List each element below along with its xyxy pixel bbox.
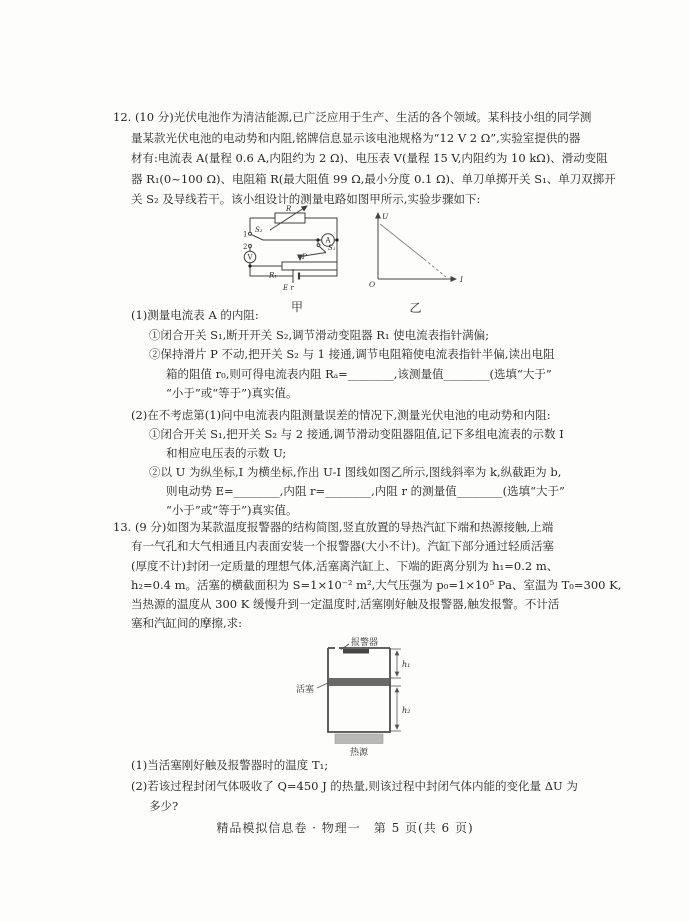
- heat-source: [335, 734, 383, 744]
- alarm-label: 报警器: [351, 638, 379, 648]
- text-line: 13. (9 分)如图为某款温度报警器的结构简图,竖直放置的导热汽缸下端和热源接触,上端: [113, 520, 554, 534]
- ui-graph-figure: [358, 203, 473, 315]
- text-line: ①闭合开关 S₁,把开关 S₂ 与 2 接通,调节滑动变阻器阻值,记下多组电流表的示数 I: [149, 427, 564, 441]
- text-line: 当热源的温度从 300 K 缓慢升到一定温度时,活塞刚好触及报警器,触发报警。不计活: [131, 597, 560, 612]
- data-line-solid: [380, 224, 424, 259]
- text-line: 多少?: [149, 799, 179, 814]
- switch-s1-lever: [320, 247, 326, 253]
- question-12-part1: [113, 306, 625, 404]
- resistance-box: [275, 213, 305, 223]
- text-line: h₂=0.4 m。活塞的横截面积为 S=1×10⁻² m²,大气压强为 p₀=1×10⁵ Pa、室温为 T₀=300 K,: [131, 577, 622, 592]
- text-line: ②保持滑片 P 不动,把开关 S₂ 与 1 接通,调节电阻箱使电流表指针半偏,读出电阻: [149, 347, 555, 362]
- resistor-label: R: [286, 205, 292, 213]
- cylinder-walls: [328, 648, 390, 732]
- battery-label: E r: [283, 284, 294, 292]
- text-line: 有一气孔和大气相通且内表面安装一个报警器(大小不计)。汽缸下部分通过轻质活塞: [131, 539, 554, 554]
- heat-source-label: 热源: [350, 748, 369, 758]
- question-12-intro: [113, 107, 625, 210]
- question-13-subquestions: [113, 755, 625, 817]
- data-line-dashed: [424, 259, 446, 277]
- text-line: 材有:电流表 A(量程 0.6 A,内阻约为 2 Ω)、电压表 V(量程 15 V,内阻约为 10 kΩ)、滑动变阻: [131, 151, 608, 166]
- switch-s2-contact-1: [249, 232, 252, 235]
- switch-s2-lever: [251, 235, 263, 240]
- text-line: (1)当活塞刚好触及报警器时的温度 T₁;: [131, 758, 329, 772]
- piston: [329, 678, 389, 686]
- switch-s1-label: S₁: [328, 244, 336, 252]
- switch-s2-contact-2: [249, 245, 252, 248]
- x-axis-label: I: [460, 275, 463, 284]
- origin-label: O: [369, 280, 376, 289]
- text-line: 则电动势 E=________,内阻 r=________,内阻 r 的测量值________(选填“大于”: [166, 484, 565, 498]
- text-line: 塞和汽缸间的摩擦,求:: [131, 616, 243, 631]
- text-line: (2)若该过程封闭气体吸收了 Q=450 J 的热量,则该过程中封闭气体内能的变化量 ΔU 为: [131, 778, 578, 793]
- slider-p-label: P: [302, 253, 307, 261]
- cylinder-diagram-figure: [293, 634, 463, 764]
- rheostat-label: R₁: [269, 271, 278, 280]
- circuit-diagram: [236, 202, 358, 292]
- junction-dot: [248, 264, 251, 267]
- ammeter-label: A: [325, 236, 331, 245]
- switch-s2-label: S₂: [255, 226, 263, 234]
- cylinder-diagram: [293, 634, 463, 764]
- h2-label: h₂: [402, 706, 411, 715]
- y-axis-label: U: [382, 212, 389, 221]
- page-footer: 精品模拟信息卷 · 物理一 第 5 页(共 6 页): [216, 821, 474, 835]
- question-13-intro: [113, 518, 625, 634]
- alarm-device: [343, 649, 369, 654]
- text-line: “小于”或“等于”)真实值。: [166, 503, 298, 517]
- text-line: 和相应电压表的示数 U;: [166, 446, 287, 460]
- h1-label: h₁: [402, 660, 411, 669]
- text-line: 量某款光伏电池的电动势和内阻,铭牌信息显示该电池规格为“12 V 2 Ω”,实验室提供的器: [131, 130, 581, 145]
- piston-label: 活塞: [296, 685, 315, 695]
- rheostat-body: [282, 262, 337, 270]
- text-line: 12. (10 分)光伏电池作为清洁能源,已广泛应用于生产、生活的各个领域。某科技小组的同学测: [113, 110, 592, 124]
- text-line: (2)在不考虑第(1)问中电流表内阻测量误差的情况下,测量光伏电池的电动势和内阻:: [131, 408, 551, 422]
- text-line: 关 S₂ 及导线若干。该小组设计的测量电路如图甲所示,实验步骤如下:: [131, 192, 481, 207]
- question-12-part2: [113, 406, 625, 520]
- text-line: (1)测量电流表 A 的内阻:: [131, 308, 259, 322]
- voltmeter-label: V: [247, 253, 253, 262]
- junction-dot: [316, 238, 319, 241]
- text-line: ②以 U 为纵坐标,I 为横坐标,作出 U-I 图线如图乙所示,图线斜率为 k,纵截距为 b,: [149, 465, 562, 479]
- throw-1-label: 1: [243, 230, 248, 239]
- text-line: ①闭合开关 S₁,断开开关 S₂,调节滑动变阻器 R₁ 使电流表指针满偏;: [149, 327, 490, 342]
- text-line: “小于”或“等于”)真实值。: [166, 386, 298, 401]
- text-line: 箱的阻值 r₀,则可得电流表内阻 Rₐ=________,该测量值________(选填“大于”: [166, 366, 552, 381]
- figure-caption-yi: 乙: [409, 301, 422, 315]
- text-line: 器 R₁(0~100 Ω)、电阻箱 R(最大阻值 99 Ω,最小分度 0.1 Ω)、单刀单掷开关 S₁、单刀双掷开: [131, 171, 616, 186]
- junction-dot: [335, 238, 338, 241]
- throw-2-label: 2: [243, 243, 248, 251]
- ui-graph: [358, 203, 473, 293]
- text-line: (厚度不计)封闭一定质量的理想气体,活塞离汽缸上、下端的距离分别为 h₁=0.2 m、: [131, 558, 559, 573]
- switch-s1-contact: [317, 244, 320, 247]
- circuit-diagram-figure: [236, 202, 358, 314]
- figure-caption-jia: 甲: [290, 300, 303, 314]
